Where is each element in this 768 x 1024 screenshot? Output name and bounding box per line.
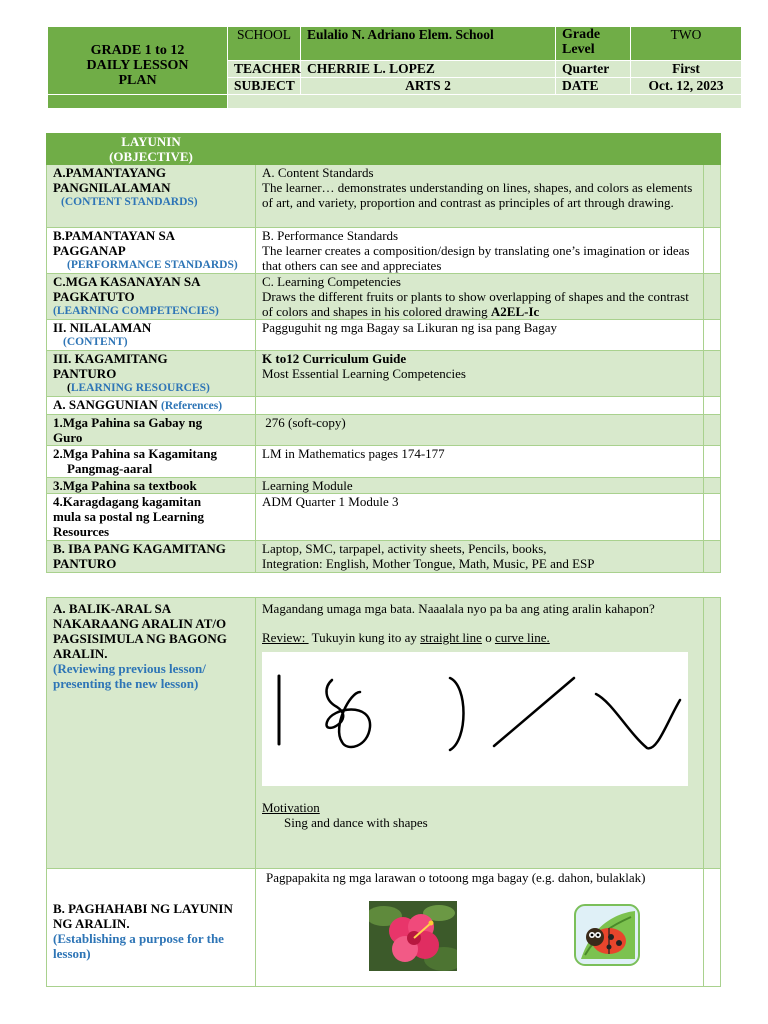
title-line-2: DAILY LESSON bbox=[86, 58, 189, 73]
date-label: DATE bbox=[556, 78, 631, 95]
table-row: 1.Mga Pahina sa Gabay ng Guro 276 (soft-copy) bbox=[47, 415, 721, 446]
header-spacer-right bbox=[228, 95, 742, 109]
table-row: A.PAMANTAYANG PANGNILALAMAN (CONTENT STANDARDS) A. Content Standards The learner… demonstrates understanding on lines, shapes, and colors as elements of art, and variety, proportion and contrast as principles of art through drawing. bbox=[47, 165, 721, 228]
teacher-value: CHERRIE L. LOPEZ bbox=[301, 61, 556, 78]
procedure-table bbox=[46, 597, 721, 987]
lines-drawing-image bbox=[262, 652, 688, 786]
objective-heading: LAYUNIN (OBJECTIVE) bbox=[47, 134, 256, 165]
table-row: III. KAGAMITANG PANTURO (LEARNING RESOURCES) K to12 Curriculum Guide Most Essential Learning Competencies bbox=[47, 351, 721, 397]
subject-value: ARTS 2 bbox=[301, 78, 556, 95]
greeting-text: Magandang umaga mga bata. Naaalala nyo pa ba ang ating aralin kahapon? bbox=[262, 601, 655, 616]
header-spacer-left bbox=[48, 95, 228, 109]
balik-aral-subtitle: (Reviewing previous lesson/ presenting the new lesson) bbox=[53, 661, 206, 691]
subject-label: SUBJECT bbox=[228, 78, 301, 95]
paghahabi-title: B. PAGHAHABI NG LAYUNIN NG ARALIN. bbox=[53, 901, 233, 931]
title-line-3: PLAN bbox=[118, 73, 157, 88]
motivation-text: Sing and dance with shapes bbox=[284, 815, 428, 830]
objective-table bbox=[46, 133, 721, 573]
table-row: C.MGA KASANAYAN SA PAGKATUTO (LEARNING COMPETENCIES) C. Learning Competencies Draws the different fruits or plants to show overlapping of shapes and the contrast of colors and shapes in his colored drawing A2EL-Ic bbox=[47, 274, 721, 320]
table-row: B.PAMANTAYAN SA PAGGANAP (PERFORMANCE STANDARDS) B. Performance Standards The learner creates a composition/design by translating one’s imagination or ideas that others can see and appreciates bbox=[47, 228, 721, 274]
review-line: Review: Tukuyin kung ito ay straight line o curve line. bbox=[262, 630, 550, 645]
quarter-value: First bbox=[631, 61, 742, 78]
hibiscus-flower-image bbox=[369, 901, 457, 971]
paghahabi-text: Pagpapakita ng mga larawan o totoong mga bagay (e.g. dahon, bulaklak) bbox=[266, 870, 646, 885]
ladybug-cartoon-image bbox=[573, 903, 641, 967]
table-row: 4.Karagdagang kagamitan mula sa postal ng Learning Resources ADM Quarter 1 Module 3 bbox=[47, 494, 721, 541]
table-row: 3.Mga Pahina sa textbook Learning Module bbox=[47, 478, 721, 494]
table-row: B. IBA PANG KAGAMITANG PANTURO Laptop, SMC, tarpapel, activity sheets, Pencils, books, Integration: English, Mother Tongue, Math, Music, PE and ESP bbox=[47, 541, 721, 573]
date-value: Oct. 12, 2023 bbox=[631, 78, 742, 95]
balik-aral-title: A. BALIK-ARAL SA NAKARAANG ARALIN AT/O PAGSISIMULA NG BAGONG ARALIN. bbox=[53, 601, 227, 661]
header-table bbox=[47, 26, 742, 109]
table-row bbox=[47, 598, 721, 869]
school-label: SCHOOL bbox=[228, 27, 301, 61]
title-line-1: GRADE 1 to 12 bbox=[90, 43, 185, 58]
table-row: II. NILALAMAN (CONTENT) Pagguguhit ng mga Bagay sa Likuran ng isa pang Bagay bbox=[47, 320, 721, 351]
paghahabi-subtitle: (Establishing a purpose for the lesson) bbox=[53, 931, 224, 961]
dlp-title bbox=[48, 27, 228, 95]
school-value: Eulalio N. Adriano Elem. School bbox=[301, 27, 556, 61]
grade-value: TWO bbox=[631, 27, 742, 61]
quarter-label: Quarter bbox=[556, 61, 631, 78]
table-row: A. SANGGUNIAN (References) bbox=[47, 397, 721, 415]
motivation-label: Motivation bbox=[262, 800, 320, 815]
table-row bbox=[47, 869, 721, 987]
teacher-label: TEACHER bbox=[228, 61, 301, 78]
grade-label: Grade Level bbox=[556, 27, 631, 61]
table-row: 2.Mga Pahina sa Kagamitang Pangmag-aaral LM in Mathematics pages 174-177 bbox=[47, 446, 721, 478]
